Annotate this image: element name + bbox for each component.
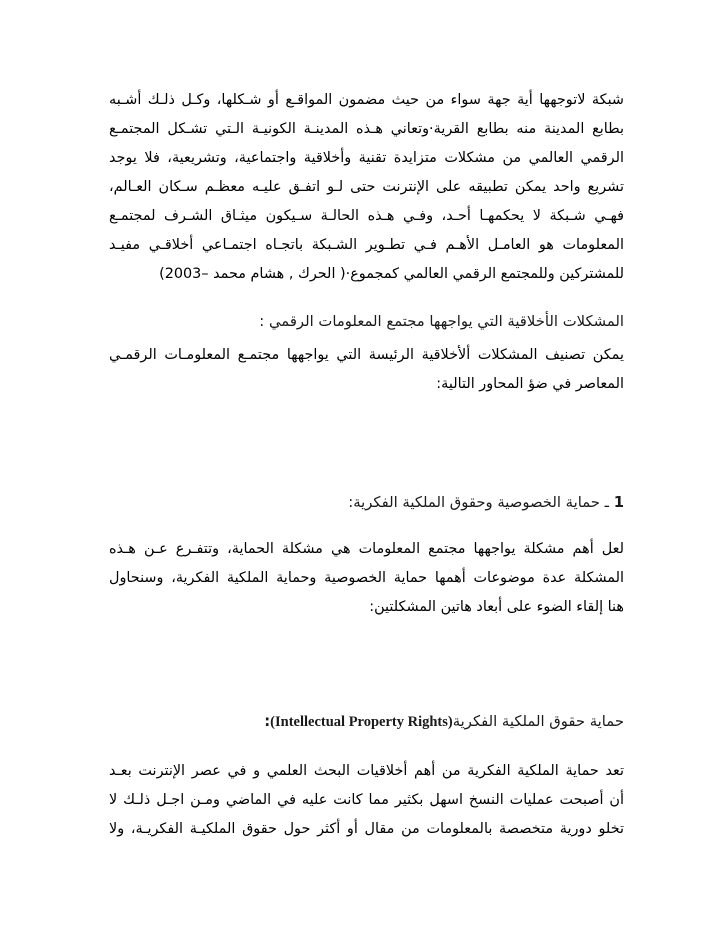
heading-text-arabic: حماية حقوق الملكية الفكرية	[452, 713, 624, 730]
section-heading-ip-rights	[264, 713, 624, 731]
paragraph-line: هنا إلقاء الضوء على أبعاد هاتين المشكلتين:	[369, 599, 624, 615]
heading-text-latin: (Intellectual Property Rights)	[270, 714, 453, 730]
paragraph-line: للمشتركين وللمجتمع الرقمي العالمي كمجموع·( الحرك , هشام محمد –2003)	[159, 266, 624, 282]
paragraph-line: المشكلة عدة موضوعات أهمها حماية الخصوصية وحماية الملكية الفكرية، وسنحاول	[109, 570, 624, 586]
section-heading-ethical-problems	[259, 313, 624, 330]
paragraph-line: أن أصبحت عمليات النسخ اسهل بكثير مما كانت عليه في الماضي ومـن اجـل ذلـك لا	[109, 792, 624, 808]
heading-text: المشكلات الأخلاقية التي يواجهها مجتمع المعلومات الرقمي :	[259, 313, 624, 330]
section-heading-privacy	[348, 494, 624, 511]
heading-number: 1	[613, 494, 624, 511]
paragraph-line: تخلو دورية متخصصة بالمعلومات من مقال أو أكثر حول حقوق الملكيـة الفكريـة، ولا	[109, 821, 624, 837]
paragraph-line: فهـي شـبكة لا يحكمهـا أحـد، وفـي هـذه الحالـة سـيكون ميثـاق الشـرف لمجتمـع	[109, 208, 624, 224]
paragraph-intro	[109, 86, 624, 289]
paragraph-line: تشريع واحد يمكن تطبيقه على الإنترنت حتى لـو اتفـق عليـه معظـم سـكان العـالم،	[109, 179, 624, 195]
paragraph-classification	[109, 341, 624, 399]
paragraph-line: يمكن تصنيف المشكلات ألأخلاقية الرئيسة التي يواجهها مجتمـع المعلومـات الرقمـي	[109, 347, 624, 363]
paragraph-line: تعد حماية الملكية الفكرية من أهم أخلاقيات البحث العلمي و في عصر الإنترنت بعـد	[109, 763, 624, 779]
paragraph-ip	[109, 757, 624, 844]
heading-text: ـ حماية الخصوصية وحقوق الملكية الفكرية:	[348, 494, 609, 511]
paragraph-line: الرقمي العالمي من مشكلات متزايدة تقنية وأخلاقية واجتماعية، وتشريعية، فلا يوجد	[109, 150, 624, 166]
paragraph-protection	[109, 535, 624, 622]
paragraph-line: لعل أهم مشكلة يواجهها مجتمع المعلومات هي مشكلة الحماية، وتتفـرع عـن هـذه	[109, 541, 624, 557]
paragraph-line: المعلومات هو العامـل الأهـم فـي تطـوير الشـبكة باتجـاه اجتمـاعي أخلاقـي مفيـد	[109, 237, 624, 253]
paragraph-line: شبكة لاتوجهها أية جهة سواء من حيث مضمون المواقـع أو شـكلها، وكـل ذلـك أشـبه	[109, 92, 624, 108]
heading-colon: :	[264, 713, 271, 730]
paragraph-line: بطابع المدينة منه بطابع القرية·وتعاني هـذه المدينـة الكونيـة الـتي تشـكل المجتمـع	[109, 121, 624, 137]
paragraph-line: المعاصر في ضؤ المحاور التالية:	[436, 376, 624, 392]
